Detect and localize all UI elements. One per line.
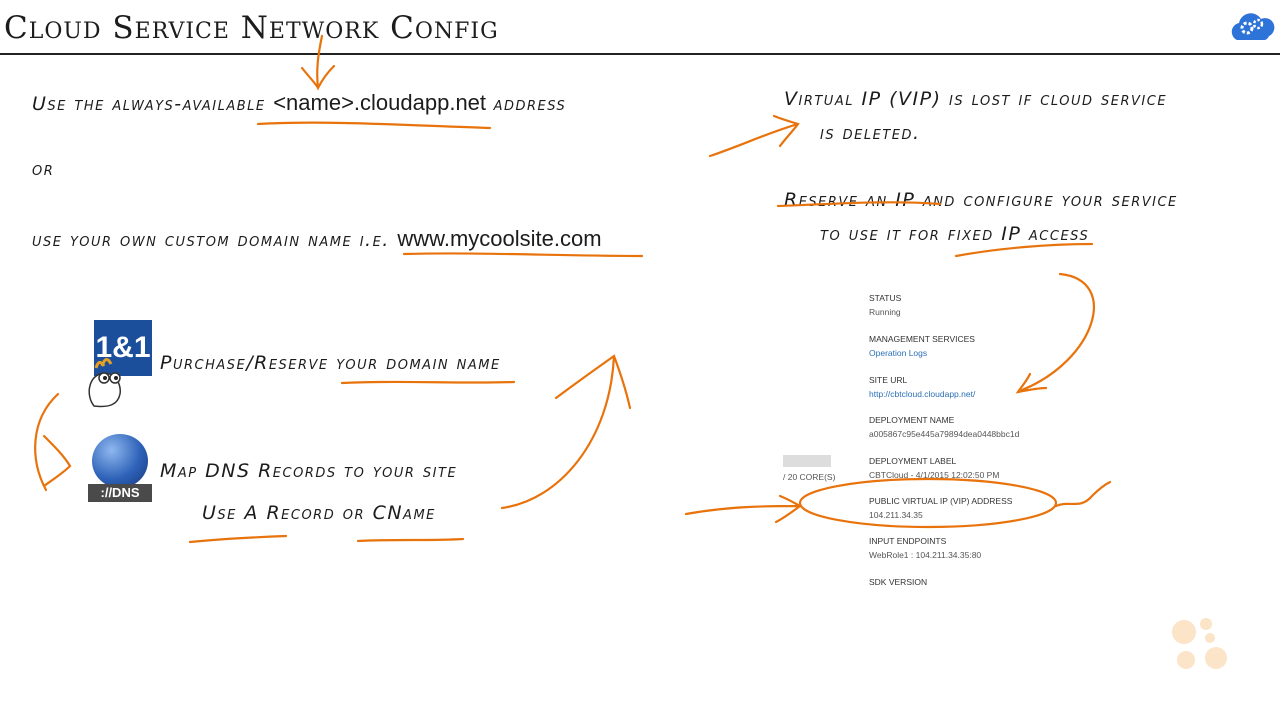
option-custom-line: [32, 226, 602, 252]
gear-cloud-icon: [1227, 6, 1275, 48]
status-value: Running: [869, 307, 901, 317]
cname-label: CName: [372, 502, 436, 524]
underline-domain-name: [342, 382, 514, 383]
page-title: Cloud Service Network Config: [4, 10, 499, 46]
dns-logo-label: ://DNS: [88, 484, 152, 502]
step-purchase-emphasis: your domain name: [336, 352, 501, 374]
arrow-down-to-portal: [1018, 274, 1094, 392]
cores-value: / 20 CORE(S): [783, 472, 836, 482]
or-label: or: [32, 158, 55, 180]
reserve-note-line1: Reserve an IP and configure your service: [784, 189, 1178, 211]
management-services-label: MANAGEMENT SERVICES: [869, 334, 975, 344]
watermark-dots-icon: [1168, 618, 1230, 670]
option-custom-prefix: use your own custom domain name i.e.: [32, 229, 390, 251]
site-url-link[interactable]: http://cbtcloud.cloudapp.net/: [869, 389, 976, 399]
status-label: STATUS: [869, 293, 902, 303]
operation-logs-link[interactable]: Operation Logs: [869, 348, 928, 358]
step-record-types: [202, 502, 436, 524]
arrow-to-vip-ellipse: [686, 496, 800, 522]
underline-mycoolsite: [404, 253, 642, 256]
globe-icon: [92, 434, 148, 488]
dns-logo: [88, 434, 152, 504]
underline-cname: [358, 539, 463, 541]
site-url-label: SITE URL: [869, 375, 908, 385]
underline-cloudapp: [258, 123, 490, 128]
step-purchase-line: [160, 352, 501, 374]
deployment-label-label: DEPLOYMENT LABEL: [869, 456, 957, 466]
reserve-note-line2: to use it for fixed IP access: [820, 223, 1090, 245]
cores-bar: [783, 455, 831, 467]
custom-domain: www.mycoolsite.com: [397, 226, 602, 251]
loop-arrow-left: [35, 394, 70, 490]
deployment-name-value: a005867c95e445a79894dea0448bbc1d: [869, 429, 1020, 439]
step-purchase-prefix: Purchase/Reserve: [160, 352, 329, 374]
sdk-version-label: SDK VERSION: [869, 577, 928, 587]
underline-a-record: [190, 536, 286, 542]
oneandone-logo: 1&1: [94, 320, 152, 376]
option-cloudapp-prefix: Use the always-available: [32, 93, 266, 115]
godaddy-mascot-icon: [82, 348, 128, 408]
vip-note-line2: is deleted.: [820, 122, 921, 144]
underline-fixed-ip: [956, 244, 1092, 256]
vip-address-label: PUBLIC VIRTUAL IP (VIP) ADDRESS: [869, 496, 1013, 506]
curve-arrow-up: [502, 356, 630, 508]
title-divider: [0, 53, 1280, 55]
deployment-label-value: CBTCloud - 4/1/2015 12:02:50 PM: [869, 470, 1000, 480]
a-record-label: Use A Record: [202, 502, 336, 524]
input-endpoints-value: WebRole1 : 104.211.34.35:80: [869, 550, 982, 560]
or-connector: or: [342, 502, 366, 524]
vip-address-value: 104.211.34.35: [869, 510, 923, 520]
check-stroke: [1056, 482, 1110, 506]
step-map-dns: Map DNS Records to your site: [160, 460, 458, 482]
option-cloudapp-suffix: address: [493, 93, 567, 115]
vip-note-line1: Virtual IP (VIP) is lost if cloud service: [784, 88, 1168, 110]
input-endpoints-label: INPUT ENDPOINTS: [869, 536, 947, 546]
option-cloudapp-line: [32, 90, 566, 116]
arrow-to-vip: [710, 116, 798, 156]
cloudapp-domain: <name>.cloudapp.net: [273, 90, 487, 115]
deployment-name-label: DEPLOYMENT NAME: [869, 415, 955, 425]
